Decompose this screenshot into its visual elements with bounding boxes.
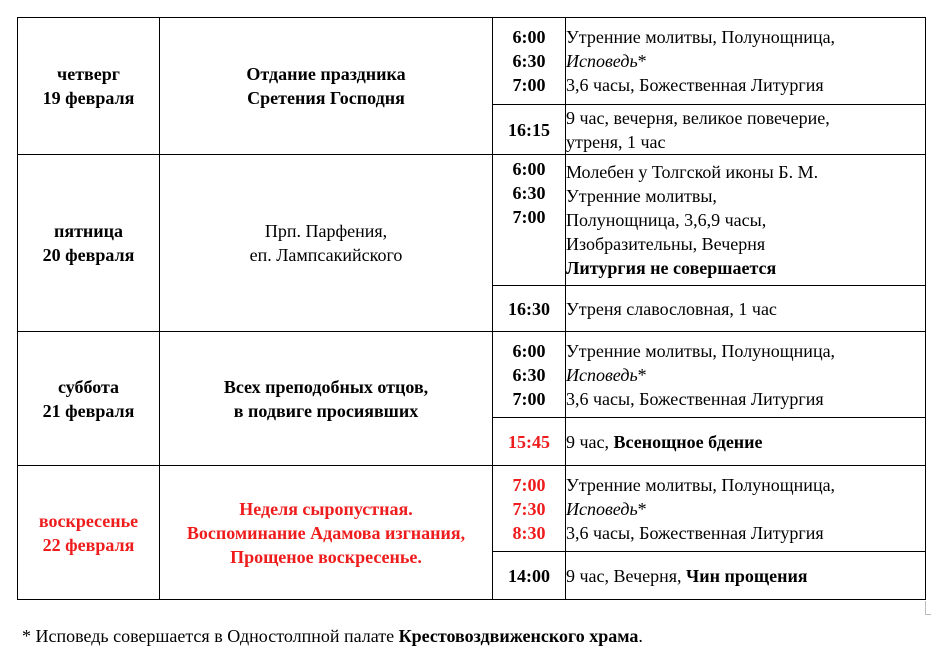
table-row: [18, 466, 926, 552]
schedule-table: [17, 17, 926, 600]
footnote-emphasis: Крестовоздвиженского храма: [398, 626, 639, 646]
time: 8:30: [512, 522, 546, 543]
time-cell: [493, 155, 566, 286]
service-line: 9 час, вечерня, великое повечерие,: [566, 107, 830, 128]
feast-line: Сретения Господня: [247, 88, 405, 108]
feast-cell: [160, 18, 493, 155]
weekday: суббота: [57, 376, 120, 397]
paragraph-end-mark: [925, 601, 931, 615]
asterisk: *: [637, 364, 647, 385]
time: 7:00: [512, 474, 546, 495]
day-cell: [18, 18, 160, 155]
confession-note: Исповедь: [566, 51, 638, 71]
date: 22 февраля: [42, 534, 135, 555]
asterisk: *: [637, 51, 647, 71]
feast-cell: [160, 466, 493, 600]
confession-note: Исповедь: [566, 498, 638, 519]
time: 6:30: [512, 51, 546, 71]
feast-line: в подвиге просиявших: [233, 400, 419, 421]
service-cell: [566, 552, 926, 600]
time: 14:00: [508, 565, 550, 586]
service-line: [566, 564, 925, 588]
time: 6:30: [512, 183, 546, 203]
service-line: [566, 497, 925, 521]
service-line: 3,6 часы, Божественная Литургия: [566, 522, 824, 543]
service-line: [566, 363, 925, 387]
table-row: [18, 332, 926, 418]
service-line: Утренние молитвы,: [566, 186, 717, 206]
weekday: воскресенье: [38, 510, 139, 531]
day-cell: [18, 332, 160, 466]
day-cell: [18, 466, 160, 600]
weekday: четверг: [57, 64, 120, 84]
time-cell: [493, 466, 566, 552]
confession-note: Исповедь: [566, 364, 638, 385]
time-cell: [493, 286, 566, 332]
feast-line: Воспоминание Адамова изгнания,: [186, 522, 466, 543]
footnote-end: .: [638, 626, 643, 646]
service-cell: [566, 18, 926, 105]
service-line: утреня, 1 час: [566, 131, 666, 152]
service-line: Полунощница, 3,6,9 часы,: [566, 210, 767, 230]
service-line: Утреня славословная, 1 час: [566, 298, 777, 319]
service-line: [566, 430, 925, 454]
service-cell: [566, 105, 926, 155]
time: 7:00: [512, 388, 546, 409]
feast-line: еп. Лампсакийского: [249, 245, 403, 265]
service-line: Молебен у Толгской иконы Б. М.: [566, 162, 819, 182]
asterisk: *: [637, 498, 647, 519]
service-cell: [566, 286, 926, 332]
service-text: 9 час,: [566, 431, 614, 452]
service-emphasis: Чин прощения: [686, 565, 808, 586]
feast-cell: [160, 332, 493, 466]
service-line: Изобразительны, Вечерня: [566, 234, 766, 254]
time-cell: [493, 418, 566, 466]
time: 6:00: [512, 340, 546, 361]
service-text: 9 час, Вечерня,: [566, 565, 687, 586]
service-line: Утренние молитвы, Полунощница,: [566, 340, 836, 361]
service-cell: [566, 332, 926, 418]
weekday: пятница: [53, 221, 124, 241]
service-line: [566, 49, 925, 73]
feast-line: Прп. Парфения,: [264, 221, 388, 241]
time-cell: [493, 18, 566, 105]
time: 6:30: [512, 364, 546, 385]
date: 19 февраля: [42, 88, 135, 108]
service-line: Утренние молитвы, Полунощница,: [566, 474, 836, 495]
service-emphasis: Всенощное бдение: [613, 431, 763, 452]
date: 21 февраля: [42, 400, 135, 421]
table-row: [18, 18, 926, 105]
service-cell: [566, 155, 926, 286]
time-cell: [493, 332, 566, 418]
table-row: [18, 155, 926, 286]
day-cell: [18, 155, 160, 332]
service-line: 3,6 часы, Божественная Литургия: [566, 75, 824, 95]
feast-line: Всех преподобных отцов,: [223, 376, 429, 397]
time: 15:45: [508, 431, 550, 452]
feast-line: Отдание праздника: [246, 64, 406, 84]
service-cell: [566, 466, 926, 552]
time: 7:00: [512, 75, 546, 95]
date: 20 февраля: [42, 245, 135, 265]
service-line: 3,6 часы, Божественная Литургия: [566, 388, 824, 409]
time: 7:00: [512, 207, 546, 227]
feast-cell: [160, 155, 493, 332]
service-line: Утренние молитвы, Полунощница,: [566, 27, 836, 47]
time: 7:30: [512, 498, 546, 519]
time: 16:15: [508, 119, 550, 140]
feast-line: Прощеное воскресенье.: [230, 546, 422, 567]
service-cell: [566, 418, 926, 466]
time: 16:30: [508, 298, 550, 319]
time-cell: [493, 552, 566, 600]
time: 6:00: [512, 27, 546, 47]
time: 6:00: [512, 159, 546, 179]
footnote-text: * Исповедь совершается в Одностолпной палате: [22, 626, 399, 646]
feast-line: Неделя сыропустная.: [239, 498, 413, 519]
time-cell: [493, 105, 566, 155]
footnote: [22, 624, 643, 648]
service-line: Литургия не совершается: [566, 258, 777, 278]
